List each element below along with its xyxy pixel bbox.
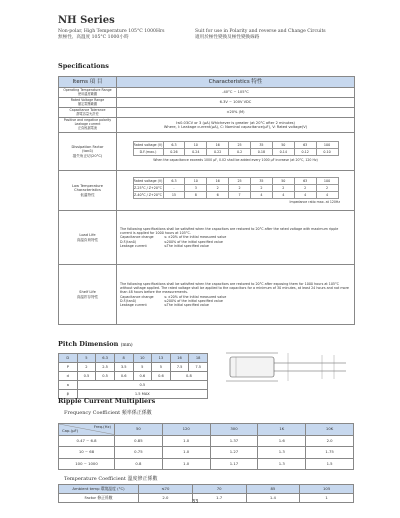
- series-intro: [58, 29, 358, 41]
- lt-value: 4: [294, 191, 316, 198]
- df-values-label: D.F.(max.): [133, 148, 163, 155]
- intro-line1-right: Suit for use in Polarity and reverse and Change Circuits: [195, 29, 326, 34]
- df-voltage: 16: [207, 141, 229, 148]
- lt-value: 15: [163, 191, 185, 198]
- series-title: NH Series: [58, 15, 115, 26]
- df-value: 0.10: [316, 148, 338, 155]
- cap-range: 100 ~ 1000: [59, 458, 115, 470]
- temp-header: ≤70: [139, 485, 193, 494]
- freq-header-label: Freq.(Hz): [93, 424, 111, 429]
- pitch-value: 1.5 MAX: [77, 390, 207, 399]
- pitch-row-label: a: [59, 381, 78, 390]
- capacitor-dimension-diagram: [222, 349, 354, 385]
- lt-value: 2: [207, 184, 229, 191]
- pitch-value: 2.5: [96, 363, 115, 372]
- pitch-header: 6.3: [96, 354, 115, 363]
- col-items-header: Items 項 目: [59, 77, 117, 88]
- pitch-value: 5: [133, 363, 152, 372]
- intro-line2-left: 無極性、高溫度 105°C 1000小時: [58, 35, 129, 40]
- df-value: 0.24: [185, 148, 207, 155]
- temp-header: 85: [246, 485, 300, 494]
- page-number: 33: [192, 499, 199, 505]
- lt-voltage: 10: [185, 177, 207, 184]
- pitch-value: 5: [152, 363, 171, 372]
- load-life-key: Leakage current: [120, 243, 147, 248]
- freq-header: 10K: [306, 424, 354, 436]
- spec-label: Capacitance Tolerance 靜電容量允許差: [59, 108, 117, 118]
- df-value: 0.2: [229, 148, 251, 155]
- lt-row-label: Z-40°C / Z+20°C: [134, 192, 162, 197]
- shelf-life-key: D.F.(tanδ): [120, 298, 136, 303]
- shelf-life-value: ≤The initial specified value: [164, 303, 209, 308]
- df-voltage: 100: [316, 141, 338, 148]
- pitch-row-label: β: [59, 390, 78, 399]
- spec-value: I≤0.03CV or 3 (μA) Whichever is greater (at 20°C after 2 minutes) Where, I: Leakage current(μA), C: Nominal capacitance(μF), V: Rated voltage(V): [117, 118, 355, 133]
- pitch-value: 7.5: [170, 363, 189, 372]
- freq-value: 1.37: [210, 435, 258, 447]
- pitch-title-text: Pitch Dimension: [58, 340, 119, 348]
- df-value: 0.22: [207, 148, 229, 155]
- pitch-header: 16: [170, 354, 189, 363]
- load-life-key: D.F.(tanδ): [120, 239, 136, 244]
- freq-header: 300: [210, 424, 258, 436]
- factor-value: 1.7: [192, 494, 246, 503]
- temp-header-label: Ambient temp 環境溫度 (°C): [59, 485, 139, 494]
- freq-value: 1.3: [258, 447, 306, 459]
- load-life-key: Capacitance change: [120, 235, 154, 240]
- frequency-coefficient-table: [58, 423, 354, 470]
- low-temp-note: Impedance ratio max. at 120Hz: [289, 199, 340, 204]
- pitch-value: 0.5: [77, 381, 207, 390]
- spec-label: Rated Voltage Range 額定電壓範圍: [59, 98, 117, 108]
- ripple-title: Ripple Current Multipliers: [58, 397, 156, 405]
- intro-line2-right: 適用於極性變換及極性變換線路: [195, 35, 260, 40]
- load-life-value: ≤200% of the initial specified value: [164, 239, 223, 244]
- df-voltage: 63: [294, 141, 316, 148]
- temp-header: 70: [192, 485, 246, 494]
- lt-value: 2: [272, 184, 294, 191]
- pitch-header: D: [59, 354, 78, 363]
- freq-value: 1.0: [162, 435, 210, 447]
- lt-value: 2: [294, 184, 316, 191]
- pitch-value: 2: [77, 363, 96, 372]
- load-life-value: ≤ ±20% of the initial measured value: [164, 235, 227, 240]
- lt-value: 2: [316, 184, 338, 191]
- pitch-value: 3.5: [114, 363, 133, 372]
- load-life-label: Load Life 高溫負荷特性: [59, 211, 117, 265]
- freq-value: 0.85: [115, 435, 163, 447]
- df-value: 0.26: [163, 148, 185, 155]
- shelf-life-intro: The following specifications shall be satisfied when the capacitors are restored to 20°C after exposing them for 1000 hours at 105°C without voltage applied. The rated voltage shall be applied to the capacitors for a minimum of 30 minutes, at least 24 hours and not more than 48 hours before the measurements.: [120, 281, 349, 295]
- lt-value: 8: [185, 191, 207, 198]
- freq-header: 120: [162, 424, 210, 436]
- pitch-value: 0.6: [114, 372, 133, 381]
- pitch-header: 18: [189, 354, 208, 363]
- freq-value: 1.3: [258, 458, 306, 470]
- lt-row-label: Z-25°C / Z+20°C: [134, 185, 162, 190]
- spec-value: 6.3V ~ 100V VDC: [117, 98, 355, 108]
- pitch-value: 0.6: [152, 372, 171, 381]
- lt-value: 4: [316, 191, 338, 198]
- lt-voltage: 16: [207, 177, 229, 184]
- pitch-value: 0.8: [170, 372, 207, 381]
- df-voltage: 35: [251, 141, 273, 148]
- lt-voltage: 25: [229, 177, 251, 184]
- freq-value: 1.75: [306, 447, 354, 459]
- df-label: Dissipation Factor (tanδ) 損失角正切(20°C): [59, 133, 117, 171]
- cap-header-label: Cap.(μF): [62, 428, 79, 434]
- lt-value: 2: [251, 184, 273, 191]
- col-characteristics-header: Characteristics 特性: [117, 77, 355, 88]
- load-life-value: ≤The initial specified value: [164, 243, 209, 248]
- freq-cap-header: [59, 424, 115, 436]
- lt-value: -: [163, 184, 185, 191]
- df-cell: [117, 133, 355, 171]
- temp-header: 105: [300, 485, 354, 494]
- lt-voltage: 50: [272, 177, 294, 184]
- lt-voltage: 35: [251, 177, 273, 184]
- spec-label: Positive and negative polarity Leakage current 正負極漏電流: [59, 118, 117, 133]
- cap-range: 0.47 ~ 6.8: [59, 435, 115, 447]
- freq-value: 1.0: [162, 447, 210, 459]
- load-life-item: [120, 244, 351, 248]
- pitch-header: 8: [114, 354, 133, 363]
- df-voltage: 50: [272, 141, 294, 148]
- temp-subtitle: Temperature Coefficient 溫度修正係數: [64, 476, 158, 482]
- lt-value: 2: [229, 184, 251, 191]
- freq-header: 50: [115, 424, 163, 436]
- factor-value: 1.4: [246, 494, 300, 503]
- pitch-value: 0.5: [96, 372, 115, 381]
- freq-value: 2.0: [306, 435, 354, 447]
- df-value: 0.12: [294, 148, 316, 155]
- shelf-life-value: ≤ ±20% of the initial measured value: [164, 294, 227, 299]
- factor-value: 2.0: [139, 494, 193, 503]
- df-voltage: 10: [185, 141, 207, 148]
- low-temp-inner-table: [133, 177, 339, 199]
- shelf-life-value: ≤200% of the initial specified value: [164, 298, 223, 303]
- lt-value: 4: [272, 191, 294, 198]
- df-value: 0.18: [251, 148, 273, 155]
- pitch-row-label: d: [59, 372, 78, 381]
- shelf-life-item: [120, 303, 351, 307]
- pitch-title: [58, 340, 133, 348]
- load-life-cell: [117, 211, 355, 265]
- freq-value: 1.17: [210, 458, 258, 470]
- pitch-value: 0.6: [133, 372, 152, 381]
- lt-voltage: 6.3: [163, 177, 185, 184]
- cap-range: 10 ~ 68: [59, 447, 115, 459]
- freq-subtitle: Frequency Coefficient 頻率係正係數: [64, 410, 152, 416]
- lt-voltage: 63: [294, 177, 316, 184]
- freq-value: 1.27: [210, 447, 258, 459]
- df-voltage: 25: [229, 141, 251, 148]
- lt-value: 6: [207, 191, 229, 198]
- df-note: When the capacitance exceeds 1000 μF, 0.02 shall be added every 1000 μF increase (at 20°C, 120 Hz): [153, 157, 318, 162]
- shelf-life-label: Shelf Life 高溫貯存特性: [59, 265, 117, 325]
- pitch-row-label: P: [59, 363, 78, 372]
- spec-value: ±20% (M): [117, 108, 355, 118]
- load-life-intro: The following specifications shall be satisfied when the capacitors are restored to 20°C after the rated voltage with maximum ripple current is applied for 1000 hours at 105°C.: [120, 226, 339, 236]
- freq-value: 0.8: [115, 458, 163, 470]
- spec-label: Operating Temperature Range 使用溫度範圍: [59, 88, 117, 98]
- freq-value: 1.0: [162, 458, 210, 470]
- freq-value: 0.75: [115, 447, 163, 459]
- temperature-coefficient-table: [58, 484, 354, 503]
- shelf-life-cell: [117, 265, 355, 325]
- factor-value: 1: [300, 494, 354, 503]
- df-voltage-label: Rated voltage (V): [133, 142, 163, 147]
- specifications-table: [58, 76, 355, 325]
- df-value: 0.14: [272, 148, 294, 155]
- df-inner-table: [133, 141, 339, 156]
- lt-voltage: 100: [316, 177, 338, 184]
- pitch-header: 5: [77, 354, 96, 363]
- df-voltage: 6.3: [163, 141, 185, 148]
- lt-value: 7: [229, 191, 251, 198]
- pitch-table: [58, 353, 208, 399]
- pitch-value: 7.5: [189, 363, 208, 372]
- freq-value: 1.5: [306, 458, 354, 470]
- low-temp-cell: [117, 171, 355, 211]
- pitch-header: 13: [152, 354, 171, 363]
- low-temp-label: Low Temperature Characteristics 低溫特性: [59, 171, 117, 211]
- intro-line1-left: Non-polar, High Temperature 105°C 1000Hrs: [58, 29, 165, 34]
- specifications-title: Specifications: [58, 62, 109, 70]
- pitch-unit: (mm): [120, 343, 133, 348]
- freq-value: 1.6: [258, 435, 306, 447]
- lt-value: 3: [185, 184, 207, 191]
- factor-label: Factor 修正係數: [59, 494, 139, 503]
- lt-value: 4: [251, 191, 273, 198]
- shelf-life-key: Leakage current: [120, 303, 147, 308]
- pitch-value: 0.5: [77, 372, 96, 381]
- lt-voltage-label: Rated voltage (V): [133, 178, 163, 183]
- spec-value: -40°C ~ 105°C: [117, 88, 355, 98]
- pitch-header: 10: [133, 354, 152, 363]
- shelf-life-key: Capacitance change: [120, 294, 154, 299]
- freq-header: 1K: [258, 424, 306, 436]
